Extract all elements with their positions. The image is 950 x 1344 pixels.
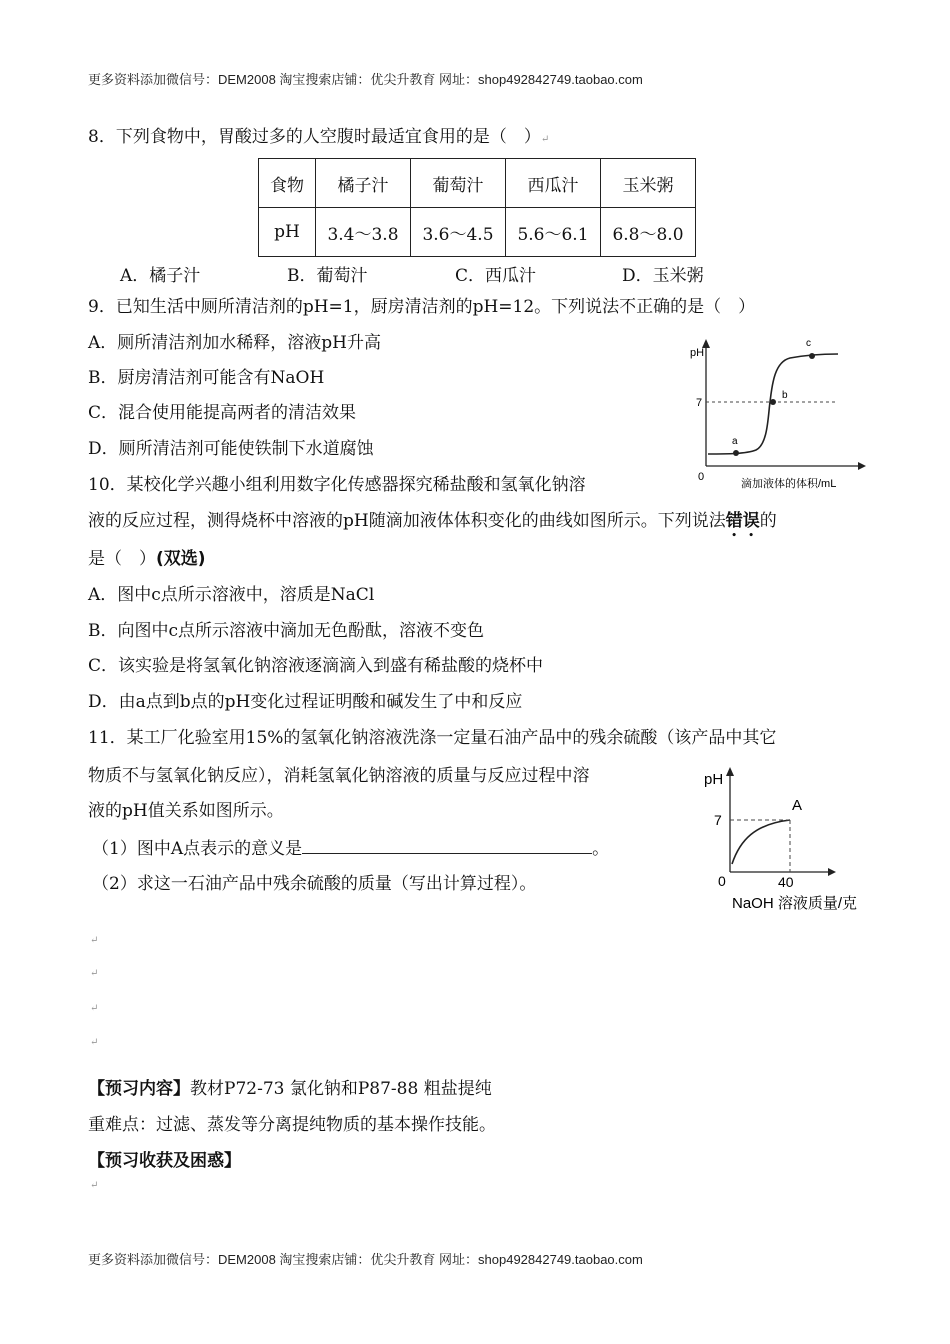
page-header: 更多资料添加微信号：DEM2008 淘宝搜索店铺：优尖升教育 网址：shop492842749.taobao.com <box>88 72 643 87</box>
graph1-y7: 7 <box>696 397 703 409</box>
graph2-xlabel: NaOH 溶液质量/克 <box>732 895 858 912</box>
q11-stem-3: 液的pH值关系如图所示。 <box>88 801 284 821</box>
table-row <box>259 208 696 257</box>
table-cell: 食物 <box>259 159 316 208</box>
q9-option-d: D．厕所清洁剂可能使铁制下水道腐蚀 <box>88 439 374 459</box>
q11-sub-2: （2）求这一石油产品中残余硫酸的质量（写出计算过程）。 <box>92 874 537 894</box>
table-cell: 6.8～8.0 <box>601 208 696 257</box>
table-row <box>259 159 696 208</box>
table-cell: 西瓜汁 <box>506 159 601 208</box>
table-cell: 橘子汁 <box>316 159 411 208</box>
q10-stem-1: 10．某校化学兴趣小组利用数字化传感器探究稀盐酸和氢氧化钠溶 <box>88 475 586 495</box>
table-cell: 玉米粥 <box>601 159 696 208</box>
table-cell: 葡萄汁 <box>411 159 506 208</box>
q10-option-b: B．向图中c点所示溶液中滴加无色酚酞，溶液不变色 <box>88 621 485 641</box>
q10-option-a: A．图中c点所示溶液中，溶质是NaCl <box>88 585 375 605</box>
ph-curve <box>732 820 790 864</box>
graph2-x40: 40 <box>778 874 794 890</box>
graph2-ylabel: pH <box>704 771 724 788</box>
q9-stem: 9．已知生活中厕所清洁剂的pH=1，厨房清洁剂的pH=12。下列说法不正确的是（ ） <box>88 297 756 317</box>
q11-stem-1: 11．某工厂化验室用15%的氢氧化钠溶液洗涤一定量石油产品中的残余硫酸（该产品中其它 <box>88 728 777 748</box>
graph1-label-b: b <box>782 390 788 401</box>
q8-stem: 8．下列食物中，胃酸过多的人空腹时最适宜食用的是（ ）↵ <box>88 127 550 147</box>
graph1-label-a: a <box>732 436 738 447</box>
paragraph-mark: ↵ <box>90 935 99 946</box>
graph2-label-a: A <box>792 797 803 814</box>
x-axis-arrow <box>828 868 836 876</box>
table-cell: 3.4～3.8 <box>316 208 411 257</box>
titration-graph <box>686 336 876 496</box>
paragraph-mark: ↵ <box>90 1037 99 1048</box>
q8-option-b: B．葡萄汁 <box>287 266 368 286</box>
x-axis-arrow <box>858 462 866 470</box>
graph2-y7: 7 <box>714 812 722 828</box>
point-a <box>733 450 739 456</box>
paragraph-mark: ↵ <box>90 1003 99 1014</box>
graph1-ylabel: pH <box>690 347 705 359</box>
table-cell: pH <box>259 208 316 257</box>
emphasis-wrong: 错误 <box>725 511 760 531</box>
q8-option-a: A．橘子汁 <box>120 266 201 286</box>
graph1-xlabel: 滴加液体的体积/mL <box>741 478 837 490</box>
q10-option-d: D．由a点到b点的pH变化过程证明酸和碱发生了中和反应 <box>88 692 523 712</box>
y-axis-arrow <box>726 767 734 776</box>
preview-gain: 【预习收获及困惑】 <box>88 1151 241 1171</box>
naoh-graph <box>700 762 880 917</box>
point-c <box>809 353 815 359</box>
paragraph-mark: ↵ <box>90 968 99 979</box>
q10-option-c: C．该实验是将氢氧化钠溶液逐滴滴入到盛有稀盐酸的烧杯中 <box>88 656 544 676</box>
page-footer: 更多资料添加微信号：DEM2008 淘宝搜索店铺：优尖升教育 网址：shop492842749.taobao.com <box>88 1252 643 1267</box>
preview-difficulty: 重难点：过滤、蒸发等分离提纯物质的基本操作技能。 <box>88 1115 496 1135</box>
ph-table <box>258 158 696 257</box>
graph1-label-c: c <box>806 338 811 349</box>
q10-stem-2: 液的反应过程，测得烧杯中溶液的pH随滴加液体体积变化的曲线如图所示。下列说法错误的 <box>88 511 777 531</box>
table-cell: 5.6～6.1 <box>506 208 601 257</box>
q10-stem-3: 是（ ）(双选) <box>88 549 206 569</box>
q8-option-c: C．西瓜汁 <box>455 266 537 286</box>
answer-blank[interactable] <box>302 837 592 854</box>
q9-option-c: C．混合使用能提高两者的清洁效果 <box>88 403 357 423</box>
paragraph-mark: ↵ <box>90 1180 99 1191</box>
graph2-origin: 0 <box>718 873 726 889</box>
point-b <box>770 399 776 405</box>
table-cell: 3.6～4.5 <box>411 208 506 257</box>
q9-option-a: A．厕所清洁剂加水稀释，溶液pH升高 <box>88 333 381 353</box>
preview-content: 【预习内容】教材P72-73 氯化钠和P87-88 粗盐提纯 <box>88 1079 492 1099</box>
q11-stem-2: 物质不与氢氧化钠反应），消耗氢氧化钠溶液的质量与反应过程中溶 <box>88 766 590 786</box>
q11-sub-1: （1）图中A点表示的意义是 。 <box>92 839 610 859</box>
graph1-origin: 0 <box>698 471 705 483</box>
q9-option-b: B．厨房清洁剂可能含有NaOH <box>88 368 325 388</box>
q8-option-d: D．玉米粥 <box>622 266 704 286</box>
